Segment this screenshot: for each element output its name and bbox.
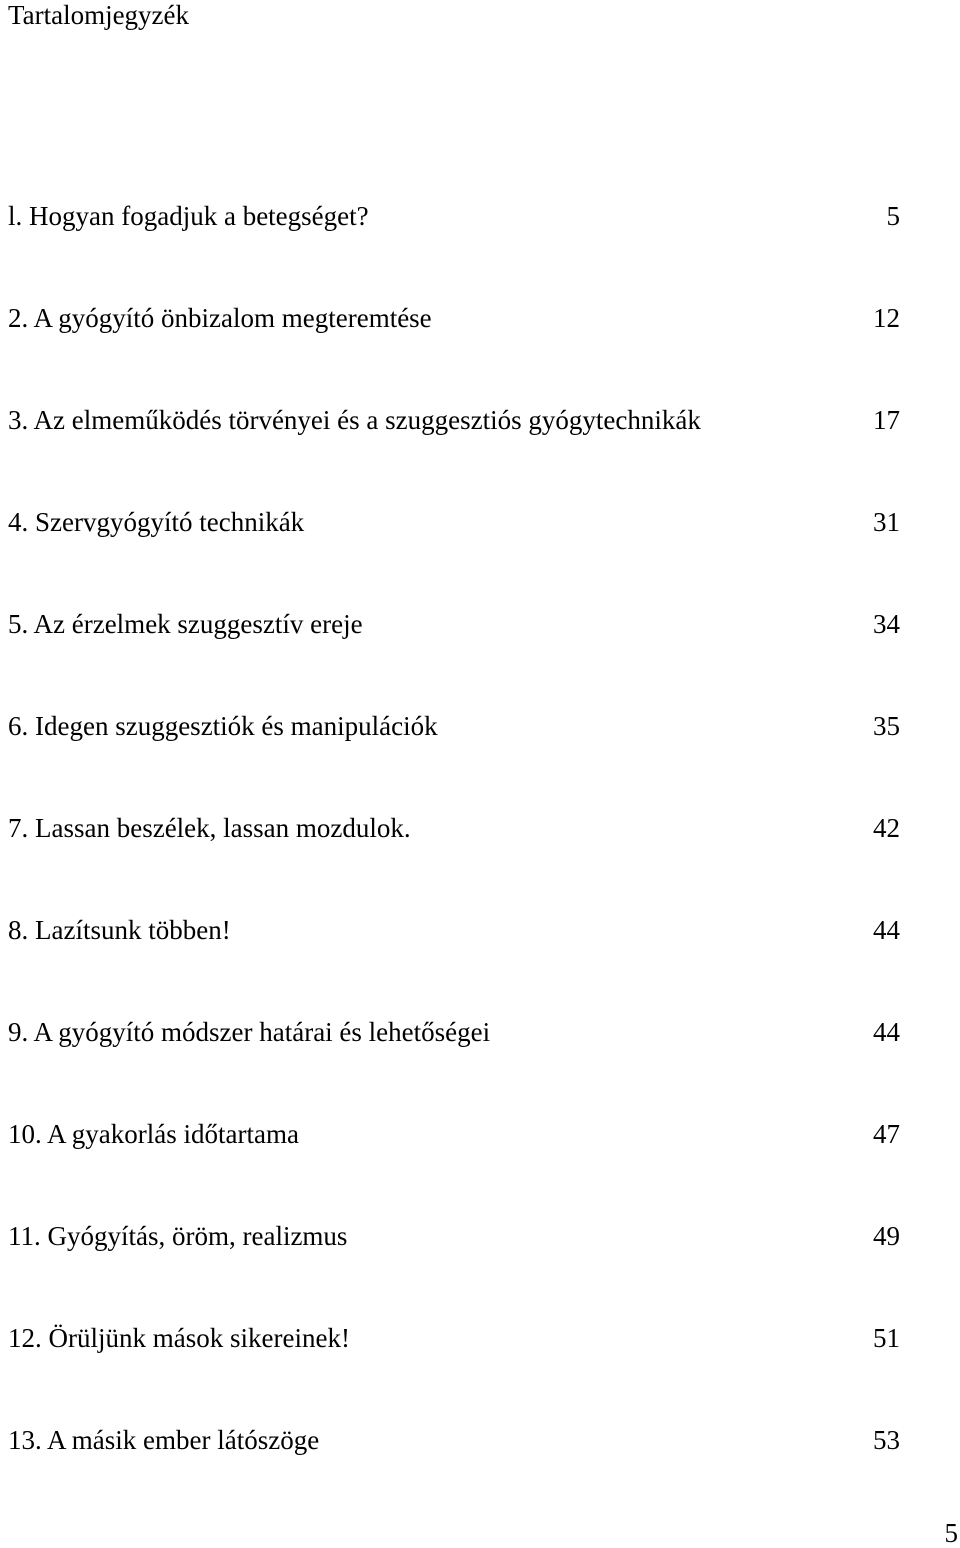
toc-entry-title: 8. Lazítsunk többen!: [8, 915, 231, 945]
toc-entry: [0, 910, 960, 1012]
toc-entry-page: 5: [886, 201, 900, 231]
toc-entry: [0, 604, 960, 706]
toc-entry-page: 42: [873, 813, 900, 843]
toc-entry-title: l. Hogyan fogadjuk a betegséget?: [8, 201, 369, 231]
toc-entry-title: 10. A gyakorlás időtartama: [8, 1119, 299, 1149]
toc-entry: [0, 400, 960, 502]
toc-entry-page: 53: [873, 1425, 900, 1455]
toc-entry: [0, 1114, 960, 1216]
toc-entry: [0, 808, 960, 910]
toc-entry-title: 13. A másik ember látószöge: [8, 1425, 320, 1455]
toc-entry-title: 11. Gyógyítás, öröm, realizmus: [8, 1221, 348, 1251]
toc-entry-title: 2. A gyógyító önbizalom megteremtése: [8, 303, 432, 333]
toc-entry-title: 7. Lassan beszélek, lassan mozdulok.: [8, 813, 411, 843]
toc-entry-title: 6. Idegen szuggesztiók és manipulációk: [8, 711, 438, 741]
toc-entry: [0, 1216, 960, 1318]
toc-entry-page: 34: [873, 609, 900, 639]
toc-entry: [0, 1318, 960, 1420]
toc-entry-title: 5. Az érzelmek szuggesztív ereje: [8, 609, 363, 639]
table-of-contents: [0, 196, 960, 1522]
toc-entry: [0, 1420, 960, 1522]
toc-entry: [0, 298, 960, 400]
toc-entry: [0, 706, 960, 808]
toc-entry: [0, 1012, 960, 1114]
toc-entry-page: 49: [873, 1221, 900, 1251]
toc-entry-page: 17: [873, 405, 900, 435]
toc-entry-page: 44: [873, 1017, 900, 1047]
toc-entry-page: 51: [873, 1323, 900, 1353]
toc-entry-page: 31: [873, 507, 900, 537]
toc-entry-title: 12. Örüljünk mások sikereinek!: [8, 1323, 350, 1353]
toc-entry-title: 4. Szervgyógyító technikák: [8, 507, 305, 537]
page-number: 5: [944, 1518, 958, 1548]
page-title: Tartalomjegyzék: [8, 0, 190, 30]
toc-entry-title: 9. A gyógyító módszer határai és lehetőségei: [8, 1017, 491, 1047]
toc-entry-page: 47: [873, 1119, 900, 1149]
toc-entry: [0, 196, 960, 298]
toc-entry-page: 12: [873, 303, 900, 333]
toc-entry-title: 3. Az elmeműködés törvényei és a szuggesztiós gyógytechnikák: [8, 405, 701, 435]
toc-entry: [0, 502, 960, 604]
toc-entry-page: 44: [873, 915, 900, 945]
toc-entry-page: 35: [873, 711, 900, 741]
